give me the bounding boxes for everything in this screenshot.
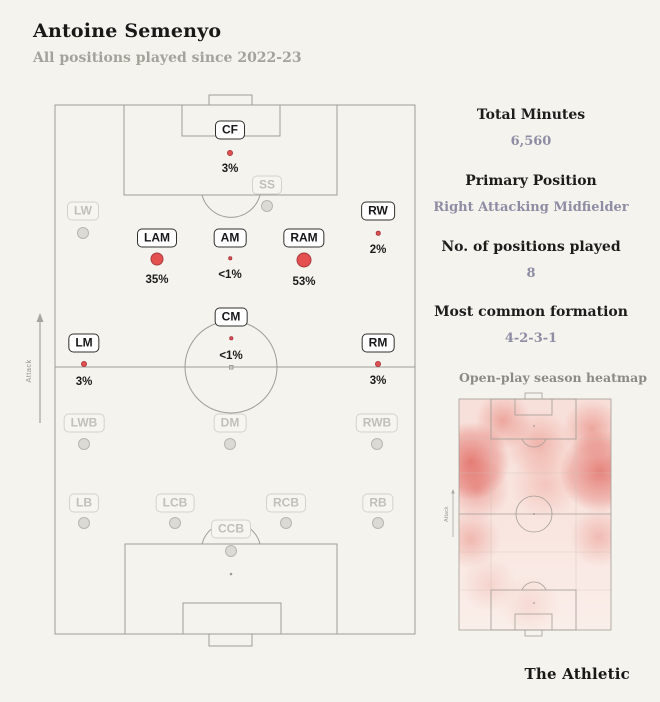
position-dot-am bbox=[228, 256, 232, 260]
position-label-lm: LM bbox=[68, 334, 99, 353]
position-share-ram: 53% bbox=[292, 276, 316, 288]
top-penalty-arc bbox=[202, 195, 260, 217]
hm-attack-label: Attack bbox=[444, 506, 450, 522]
stat-formation bbox=[428, 303, 634, 348]
position-dot-rcb bbox=[280, 517, 292, 529]
position-share-lam: 35% bbox=[145, 274, 169, 286]
bottom-six-yard-box bbox=[183, 603, 281, 634]
position-label-lw: LW bbox=[67, 202, 99, 221]
brand-logo: The Athletic bbox=[524, 665, 630, 683]
attack-label: Attack bbox=[24, 359, 33, 383]
stat-label: No. of positions played bbox=[441, 239, 621, 255]
position-label-cm: CM bbox=[215, 308, 248, 327]
position-share-lm: 3% bbox=[75, 376, 93, 388]
position-dot-lam bbox=[151, 253, 164, 266]
stat-value: 6,560 bbox=[510, 134, 552, 149]
position-label-ccb: CCB bbox=[211, 520, 251, 539]
stat-value: Right Attacking Midfielder bbox=[433, 200, 629, 215]
position-dot-rb bbox=[372, 517, 384, 529]
position-share-cf: 3% bbox=[221, 163, 239, 175]
position-dot-lw bbox=[77, 227, 89, 239]
position-label-rcb: RCB bbox=[266, 494, 306, 513]
stat-label: Primary Position bbox=[465, 173, 597, 189]
position-dot-dm bbox=[224, 438, 236, 450]
heatmap-blobs bbox=[459, 399, 611, 630]
position-dot-cm bbox=[229, 336, 233, 340]
position-dot-ram bbox=[297, 253, 312, 268]
position-label-lwb: LWB bbox=[64, 414, 105, 433]
position-label-rw: RW bbox=[361, 202, 395, 221]
position-dot-lwb bbox=[78, 438, 90, 450]
bottom-goal bbox=[209, 634, 252, 646]
position-label-lb: LB bbox=[69, 494, 99, 513]
position-label-am: AM bbox=[214, 229, 247, 248]
hm-attack-arrow-head bbox=[451, 489, 455, 494]
bottom-penalty-spot bbox=[230, 573, 233, 576]
position-label-lam: LAM bbox=[137, 229, 177, 248]
position-dot-lb bbox=[78, 517, 90, 529]
position-share-am: <1% bbox=[218, 269, 242, 281]
hm-bottom-goal bbox=[525, 630, 542, 636]
position-label-rb: RB bbox=[362, 494, 393, 513]
stat-label: Most common formation bbox=[434, 304, 628, 320]
stat-total-minutes bbox=[428, 106, 634, 151]
top-goal bbox=[209, 95, 252, 105]
position-dot-rm bbox=[375, 361, 381, 367]
position-share-cm: <1% bbox=[219, 350, 243, 362]
page-subtitle: All positions played since 2022-23 bbox=[33, 50, 302, 66]
position-dot-cf bbox=[227, 150, 233, 156]
position-label-cf: CF bbox=[215, 121, 245, 140]
centre-mark bbox=[230, 366, 234, 370]
stat-primary-position bbox=[428, 172, 634, 217]
attack-arrow-head bbox=[37, 313, 44, 322]
position-label-ss: SS bbox=[252, 176, 282, 195]
position-dot-lcb bbox=[169, 517, 181, 529]
position-label-ram: RAM bbox=[283, 229, 324, 248]
heatmap-title: Open-play season heatmap bbox=[459, 370, 647, 385]
bottom-penalty-box bbox=[125, 544, 337, 634]
position-label-dm: DM bbox=[214, 414, 247, 433]
position-share-rm: 3% bbox=[369, 375, 387, 387]
page-title: Antoine Semenyo bbox=[33, 20, 222, 42]
position-label-lcb: LCB bbox=[156, 494, 195, 513]
position-dot-ccb bbox=[225, 545, 237, 557]
position-share-rw: 2% bbox=[369, 244, 387, 256]
position-dot-rwb bbox=[371, 438, 383, 450]
stat-value: 8 bbox=[526, 266, 536, 281]
stat-label: Total Minutes bbox=[476, 107, 586, 123]
position-dot-ss bbox=[261, 200, 273, 212]
stat-positions-played bbox=[428, 238, 634, 283]
centre-circle bbox=[185, 321, 277, 413]
position-label-rm: RM bbox=[362, 334, 395, 353]
position-dot-rw bbox=[376, 231, 381, 236]
position-label-rwb: RWB bbox=[356, 414, 398, 433]
stat-value: 4-2-3-1 bbox=[504, 331, 558, 346]
position-dot-lm bbox=[81, 361, 87, 367]
